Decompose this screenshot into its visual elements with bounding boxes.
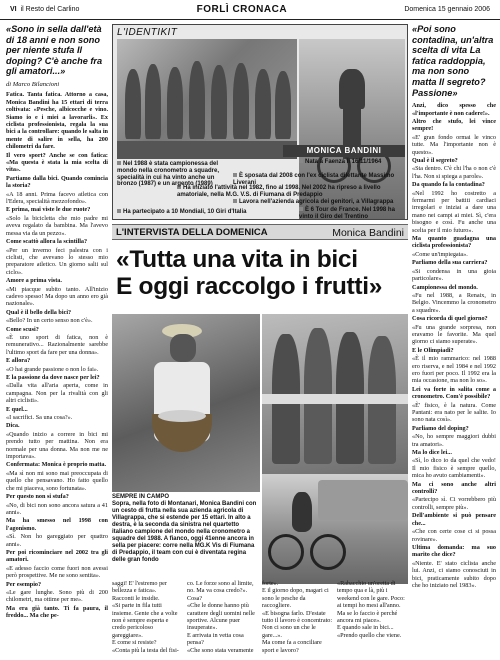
- article-paragraph: «È uno sport di fatica, non è remunerativo... Razionalmente sarebbe l'ultimo sport da fare per una donna».: [6, 333, 108, 356]
- article-paragraph: Parliamo della sua carriera?: [412, 259, 488, 267]
- article-paragraph: Come scattò allora la scintilla?: [6, 238, 88, 246]
- article-paragraph: «Fu una grande sorpresa, non eravamo le favorite. Ma quel giorno ci siamo superate».: [412, 323, 496, 346]
- article-paragraph: «Niente. E' stato ciclista anche lui. Anzi, ci siamo conosciuti in bici, praticamente subito dopo che ho iniziato nel 1983».: [412, 559, 496, 589]
- article-paragraph: «Quando inizio a correre in bici mi prendo tutto per mattina. Non era normale per una donna. Ma non me ne importava».: [6, 430, 108, 461]
- fact-birth: Nata a Faenza il 16/11/1964: [299, 159, 405, 166]
- article-paragraph: «E adesso faccio come fuori non avessi però prospettive. Me ne sono sentita».: [6, 564, 108, 580]
- article-paragraph: Fatica. Tanta fatica. Attorno a casa, Monica Bandini ha 15 ettari di terra coltivata: «Pesche, albicocche e vino. Siamo io e i miei a lavorarli». Ex ciclista professionista, regala la sua bici a la controllare: quando le salta in mente di salire in sella, ha 200 chilometri da fare.: [6, 91, 108, 151]
- right-article-body: [412, 102, 496, 589]
- article-paragraph: Dica.: [6, 422, 20, 430]
- article-paragraph: «Si condensa in una gioia particolare».: [412, 267, 496, 283]
- article-paragraph: «Partecipo sì. Ci vorrebbero più controlli, sempre più».: [412, 496, 496, 511]
- headline-line-1: «Tutta una vita in bici: [116, 246, 358, 273]
- article-paragraph: Campionessa del mondo.: [412, 283, 478, 291]
- article-paragraph: «Che con certe cose ci si possa rovinare».: [412, 528, 496, 543]
- article-paragraph: Partiamo dalla bici. Quando comincia la storia?: [6, 174, 108, 190]
- page-header: [0, 0, 500, 20]
- article-paragraph: Ma ci sono anche altri controlli?: [412, 480, 496, 496]
- interview-banner: [112, 224, 408, 240]
- article-paragraph: «E' gran fondo ormai le vinco tutte. Ma l'importante non è questo».: [412, 133, 496, 156]
- article-paragraph: «No, di bici non sono ancora satura a 41 anni».: [6, 501, 108, 516]
- newspaper-name: il Resto del Carlino: [20, 6, 80, 13]
- article-paragraph: «Nel 1992 ho costretto a fermarmi per battiti cardiaci irregolari e iniziai a dare una mano nei campi ai miei. Sì, c'era bisogno e così. Fu anche una scelta per il mio futuro».: [412, 189, 496, 234]
- article-paragraph: «No, ho sempre maggiori dubbi tra amatori».: [412, 433, 496, 448]
- article-paragraph: Da quando fa la contadina?: [412, 181, 485, 189]
- caption-text: Sopra, nella foto di Montanari, Monica Bandini con un cesto di frutta nella sua azienda agricola di Villagrappa, che si estende per 15 ettari. In alto a destra, è la seconda da sinistra nel quartetto italiano campione del mondo nella cronometro a squadre del 1988. A fianco, oggi 41enne ancora in sella per piacere: corre nella MG.K Vis di Fiumana di Predappio, il team con cui è diventata regina delle gran fondo: [112, 501, 257, 563]
- world-champions-team-photo: [262, 314, 408, 474]
- article-paragraph: Altro che stufo, lei vince sempre!: [412, 117, 496, 133]
- article-paragraph: Il vero sport? Anche se con fatica: «Ma questa è stata la mia scelta di vita».: [6, 151, 108, 174]
- right-column: [412, 24, 496, 654]
- article-paragraph: E quel...: [6, 405, 28, 413]
- identikit-label: L'IDENTIKIT: [117, 27, 178, 38]
- article-paragraph: Ma lo dice lei...: [412, 449, 452, 457]
- article-paragraph: E allora?: [6, 357, 31, 365]
- fact-work: Lavora nell'azienda agricola dei genitori, a Villagrappa: [233, 199, 405, 206]
- article-paragraph: Per questo non si stufa?: [6, 493, 69, 501]
- article-paragraph: Amore a prima vista.: [6, 277, 62, 285]
- article-paragraph: «Ma sì non mi sono mai preoccupata di quello che pensavano. Ho fatto quello che mi piaceva, sono fortunata».: [6, 469, 108, 492]
- byline: di Marco Bilancioni: [6, 80, 60, 88]
- interview-subject: Monica Bandini: [332, 227, 404, 239]
- article-paragraph: Ultima domanda: ma suo marito che dice?: [412, 543, 496, 559]
- interview-label: L'INTERVISTA DELLA DOMENICA: [116, 227, 268, 238]
- fruit-basket-photo: [112, 314, 260, 492]
- article-paragraph: «Come un'impiegata».: [412, 250, 468, 258]
- article-paragraph: «Fu nel 1988, a Renaix, in Belgio. Vincemmo la cronometro a squadre».: [412, 291, 496, 314]
- article-paragraph: Dell'ambiente si può pensare che...: [412, 512, 496, 527]
- caption-title: SEMPRE IN CAMPO: [112, 494, 170, 500]
- interview-column-2: co. Le forze sono al limite, no. Ma va cosa credo?». Cosa? «Che le donne hanno più carattere degli uomini nelle sportive. Alcune puer insuperate». E arrivata in vetta cosa pensa? «Che sono stata veramente: [187, 580, 255, 654]
- article-paragraph: Ma quanto guadagna una ciclista professionista?: [412, 235, 496, 250]
- fact-career: Ha iniziato l'attività nel 1982, fino al 1998. Nel 2002 ha ripreso a livello amatoriale, nella M.G. V.S. di Fiumana di Predappio: [177, 185, 381, 198]
- article-paragraph: «Sì, lo dico io da quel che vedo! Il mio fisico è sempre quello, mica ho avuto cambiamenti».: [412, 457, 496, 480]
- article-paragraph: «O hai grande passione o non lo fai».: [6, 365, 99, 373]
- article-paragraph: Per esempio?: [6, 580, 42, 588]
- right-column-headline: «Poi sono contadina, un'altra scelta di vita La fatica raddoppia, ma non sono matta Il segreto? Passione»: [412, 24, 494, 98]
- main-headline: [116, 246, 406, 300]
- article-paragraph: E la passione da dove nasce per lei?: [6, 374, 100, 381]
- article-paragraph: «È il mio rammarico: nel 1988 ero riserva, e nel 1984 e nel 1992 ero fuori per poco. Il 1992 era la mia occasione, ma non lo so».: [412, 355, 496, 385]
- left-article-body: [6, 91, 108, 619]
- article-paragraph: «Sta dentro. C'è chi l'ha o non c'è l'ha. Non si spiega a parole».: [412, 165, 496, 180]
- article-paragraph: Anzi, dico spesso che «l'importante è non cadere!».: [412, 102, 496, 117]
- interview-columns: [112, 580, 408, 654]
- article-paragraph: E prima, mai viste le due ruote?: [6, 206, 91, 214]
- identikit-name: MONICA BANDINI: [283, 145, 405, 157]
- article-paragraph: Parliamo del doping?: [412, 424, 469, 432]
- article-paragraph: Per poi ricominciare nel 2002 tra gli amatori.: [6, 548, 108, 564]
- page-number: VI: [10, 6, 17, 13]
- fact-married: È sposata dal 2008 con l'ex ciclista dilettante Massimo Liverani: [233, 173, 395, 186]
- interview-column-4: «Rabacchio un'oretta di tempo qua e là, più i weekend con le gare. Poco: ai tempi ho mesi all'anno. Ma se lo faccio è perché ancora mi piace». E quando sale in bici... «Prendo quello che viene.: [337, 580, 405, 639]
- article-paragraph: «È' fisico, è la natura. Come Pantani: era nato per le salite. Io sono nata così».: [412, 401, 496, 424]
- interview-column-1: saggi! E' l'estremo per bellezza e fatica». Racconti le insidie. «Si parte in fila tutti insieme. Gente che a volte non è sempre esperta e credo pericoloso gareggiare». E come si resiste? «Conta più la testa del fisi-: [112, 580, 179, 654]
- fact-participations: Ha partecipato a 10 Mondiali, 10 Giri d'Italia: [117, 209, 257, 216]
- article-paragraph: Qual è il segreto?: [412, 157, 458, 164]
- article-paragraph: «A 18 anni. Prima facevo atletica con l'Edera, specialità mezzofondo».: [6, 190, 108, 206]
- article-paragraph: «Bello? In un certo senso non c'è».: [6, 317, 93, 325]
- cyclist-today-photo: [262, 474, 408, 584]
- cycling-team-photo: [117, 39, 297, 159]
- issue-date: Domenica 15 gennaio 2006: [404, 6, 490, 13]
- section-title: FORLÌ CRONACA: [196, 4, 288, 15]
- photo-caption: [112, 494, 260, 564]
- article-paragraph: «Mi piacque subito tanto. All'inizio cadevo spesso! Ma dopo un anno ero già nazionale».: [6, 285, 108, 308]
- left-column: [6, 24, 108, 654]
- interview-column-3: forte». E il giorno dopo, magari ci sono le pesche da raccogliere. «E bisogna farlo. D'estate tutto il lavoro è concentrato: Non ci sono un che le gare...». Ma come fa a conciliare sport e lavoro?: [262, 580, 333, 654]
- fact-tour: È 6 Tour de France. Nel 1998 ha vinto il Giro del Trentino: [299, 207, 395, 220]
- article-paragraph: «Le gare lunghe. Sono più di 200 chilometri, ma ottime per me».: [6, 588, 108, 604]
- article-paragraph: «I sacrifici. Sa una cosa?».: [6, 414, 73, 422]
- article-paragraph: Cosa ricorda di quel giorno?: [412, 315, 488, 323]
- article-paragraph: «Per un inverno feci palestra con i ciclisti, che avevano lo stesso mio preparatore atletico. Un giorno salii sul ciclo».: [6, 246, 108, 276]
- fact-world-champion: Nel 1988 è stata campionessa del mondo nella cronometro a squadre, specialità in cui ha vinto anche un bronzo (1987) e un argento (1989): [117, 161, 220, 188]
- identikit-box: [112, 24, 408, 220]
- article-paragraph: Ma era già tanto. Ti fa paura, il freddo... Ma che pe-: [6, 604, 108, 620]
- left-column-headline: «Sono in sella dall'età di 18 anni e non sono per niente stufa Il doping? C'è anche fra gli amatori...»: [6, 24, 103, 77]
- article-paragraph: Confermata: Monica è proprio matta.: [6, 461, 107, 469]
- center-area: [112, 24, 408, 654]
- article-paragraph: «Dalla vita all'aria aperta, come in campagna. Non per la rivalità con gli altri ciclisti».: [6, 382, 108, 405]
- headline-line-2: E oggi raccolgo i frutti»: [116, 273, 383, 300]
- article-paragraph: E le Olimpiadi?: [412, 346, 454, 354]
- article-paragraph: «Sì. Non ho gareggiato per quattro anni».: [6, 533, 108, 548]
- article-paragraph: Qual è il bello della bici?: [6, 308, 72, 316]
- article-paragraph: Come scusi?: [6, 325, 39, 333]
- article-paragraph: Lei va forte in salita come a cronometro. Com'è possibile?: [412, 385, 496, 401]
- article-paragraph: «Solo la bicicletta che mio padre mi aveva regalato da bambina. Ma l'avevo messa via da un pezzo».: [6, 214, 108, 237]
- article-paragraph: Ma ha smesso nel 1998 con l'agonismo.: [6, 517, 108, 532]
